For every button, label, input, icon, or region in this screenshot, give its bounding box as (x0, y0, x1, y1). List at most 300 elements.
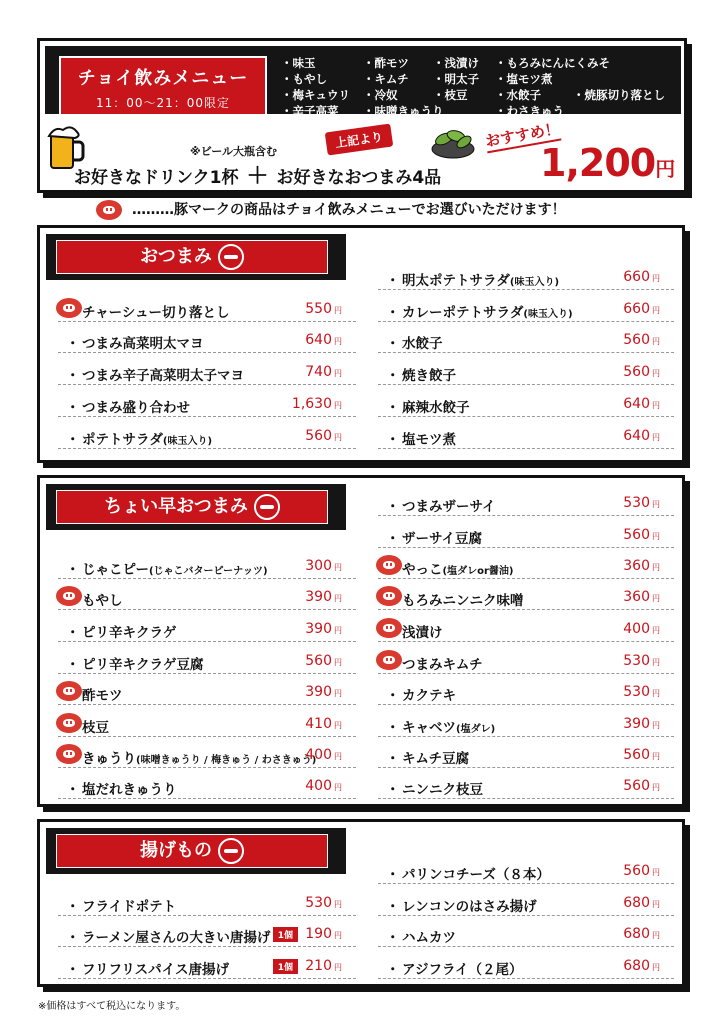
menu-item (58, 681, 356, 705)
item-price (305, 621, 342, 637)
edamame-icon (430, 123, 476, 159)
item-price (305, 653, 342, 669)
item-name (82, 895, 176, 915)
item-price-value: 400 (623, 621, 650, 637)
item-price-value: 390 (623, 716, 650, 732)
item-price (623, 428, 660, 444)
item-price-value: 640 (305, 332, 332, 348)
item-name (402, 716, 495, 736)
item-note: (味玉入り) (509, 277, 560, 288)
item-price-yen: 円 (334, 689, 342, 698)
section-title (56, 490, 328, 524)
per-piece-badge: 1個 (273, 959, 298, 974)
item-note: (味玉入り) (162, 436, 213, 447)
promo-snack-item: ・酢モツ (363, 56, 409, 70)
item-price (305, 332, 342, 348)
promo-snack-item: ・味玉 (281, 56, 316, 70)
item-note: (味玉入り) (523, 309, 573, 320)
item-name (82, 778, 177, 798)
promo-snack-item: ・塩モツ煮 (495, 72, 553, 86)
item-price (623, 527, 660, 543)
item-price (305, 778, 342, 794)
item-price-yen: 円 (652, 783, 660, 792)
menu-item (58, 744, 356, 768)
bullet: ・ (386, 499, 400, 515)
item-price-value: 640 (623, 396, 650, 412)
promo-price (540, 141, 674, 185)
item-price-yen: 円 (652, 401, 660, 410)
item-name (402, 863, 550, 883)
item-name-text: パリンコチーズ（８本） (402, 867, 550, 883)
item-price (305, 301, 342, 317)
promo-header-band (45, 46, 681, 118)
item-price-yen: 円 (652, 274, 660, 283)
item-price-yen: 円 (652, 337, 660, 346)
item-price-yen: 円 (652, 500, 660, 509)
bullet: ・ (66, 899, 80, 915)
item-price-yen: 円 (652, 868, 660, 877)
item-note: (味噌きゅうり / 梅きゅう / わさきゅう) (136, 755, 317, 766)
item-name (82, 558, 268, 578)
item-price-value: 680 (623, 926, 650, 942)
pig-mark-icon (376, 650, 402, 670)
item-name-text: ピリ辛キクラゲ (82, 625, 177, 641)
item-price-value: 660 (623, 301, 650, 317)
promo-snack-item: ・浅漬け (433, 56, 479, 70)
item-price (305, 958, 342, 974)
item-price (305, 926, 342, 942)
section-title (56, 834, 328, 868)
item-name-text: 浅漬け (402, 625, 443, 641)
section-agemono (37, 819, 685, 987)
item-name (402, 495, 496, 515)
item-name (402, 926, 456, 946)
item-price-yen: 円 (334, 626, 342, 635)
item-name-text: ニンニク枝豆 (402, 782, 483, 798)
item-name-text: つまみ盛り合わせ (82, 400, 190, 416)
item-price (623, 269, 660, 285)
promo-title: チョイ飲みメニュー (77, 68, 249, 89)
promo-price-yen: 円 (655, 157, 675, 181)
item-name (82, 958, 229, 978)
item-price (623, 863, 660, 879)
bullet: ・ (386, 962, 400, 978)
item-price (623, 589, 660, 605)
menu-item (378, 555, 674, 579)
bullet: ・ (66, 368, 80, 384)
item-price-value: 410 (305, 716, 332, 732)
item-price-yen: 円 (334, 369, 342, 378)
item-price-value: 360 (623, 589, 650, 605)
item-price (305, 895, 342, 911)
item-price-value: 680 (623, 895, 650, 911)
menu-item (58, 425, 356, 449)
item-name (82, 589, 123, 609)
menu-item (378, 744, 674, 768)
bullet: ・ (386, 899, 400, 915)
item-price-yen: 円 (334, 563, 342, 572)
item-price (623, 684, 660, 700)
item-price (305, 589, 342, 605)
promo-title-box (59, 56, 267, 116)
promo-snack-item: ・水餃子 (495, 88, 541, 102)
item-price (623, 364, 660, 380)
item-price-value: 530 (305, 895, 332, 911)
choi-nomi-promo-panel (37, 38, 687, 193)
item-name-text: ハムカツ (402, 930, 456, 946)
bullet: ・ (386, 305, 400, 321)
item-price-value: 390 (305, 684, 332, 700)
bullet: ・ (386, 751, 400, 767)
bullet: ・ (386, 400, 400, 416)
item-price (305, 364, 342, 380)
menu-item (378, 955, 674, 979)
item-name (402, 527, 482, 547)
item-price-yen: 円 (334, 963, 342, 972)
item-price-value: 390 (305, 589, 332, 605)
item-name (82, 332, 204, 352)
item-price-value: 640 (623, 428, 650, 444)
item-name (82, 364, 244, 384)
item-price-value: 560 (623, 527, 650, 543)
item-name (82, 621, 177, 641)
menu-item (378, 492, 674, 516)
item-name (82, 428, 212, 448)
item-price-value: 560 (623, 332, 650, 348)
item-price-value: 210 (305, 958, 332, 974)
item-price-value: 560 (623, 863, 650, 879)
menu-item (58, 329, 356, 353)
item-price-yen: 円 (652, 658, 660, 667)
promo-price-value: 1,200 (540, 141, 656, 185)
item-name-text: キャベツ (402, 720, 456, 736)
pig-mark-icon (56, 298, 82, 318)
item-price-value: 560 (305, 428, 332, 444)
item-name (402, 778, 483, 798)
menu-item (378, 524, 674, 548)
bullet: ・ (386, 930, 400, 946)
item-name (82, 301, 230, 321)
menu-item (378, 361, 674, 385)
item-name (82, 716, 109, 736)
item-name-text: 塩だれきゅうり (82, 782, 177, 798)
promo-snack-item: ・味噌きゅうり (363, 104, 444, 118)
item-name-text: カクテキ (402, 688, 456, 704)
promo-snack-item: ・もろみにんにくみそ (495, 56, 610, 70)
item-name-text: キムチ豆腐 (402, 751, 470, 767)
item-price-value: 530 (623, 495, 650, 511)
promo-snack-item: ・梅キュウリ (281, 88, 350, 102)
item-name-text: チャーシュー切り落とし (82, 305, 230, 321)
item-price-yen: 円 (652, 689, 660, 698)
bullet: ・ (66, 562, 80, 578)
item-name (402, 269, 559, 289)
recommend-label: おすすめ！ (484, 118, 562, 154)
menu-item (378, 266, 674, 290)
item-price (623, 396, 660, 412)
item-price (623, 301, 660, 317)
bullet: ・ (66, 962, 80, 978)
item-name (82, 926, 270, 946)
item-price-value: 560 (305, 653, 332, 669)
item-name (402, 589, 524, 609)
item-price (305, 684, 342, 700)
item-name (402, 653, 483, 673)
item-price-yen: 円 (652, 626, 660, 635)
menu-item (378, 393, 674, 417)
item-price (623, 332, 660, 348)
section-title-text: ちょい早おつまみ (104, 496, 248, 517)
promo-snack-item: ・キムチ (363, 72, 409, 86)
promo-snack-item: ・もやし (281, 72, 327, 86)
section-otsumami (37, 225, 685, 463)
menu-item (378, 618, 674, 642)
menu-item (58, 955, 356, 979)
pig-mark-icon (376, 618, 402, 638)
item-name (402, 301, 573, 321)
bullet: ・ (386, 720, 400, 736)
section-title-text: 揚げもの (140, 840, 212, 861)
menu-item (378, 860, 674, 884)
item-price (623, 716, 660, 732)
item-name (402, 396, 470, 416)
item-name-text: つまみ辛子高菜明太子マヨ (82, 368, 244, 384)
item-name (402, 747, 469, 767)
promo-note: ※ビール大瓶含む (190, 145, 278, 158)
bullet: ・ (66, 930, 80, 946)
section-header (46, 234, 346, 280)
item-price-yen: 円 (652, 594, 660, 603)
item-price-yen: 円 (334, 658, 342, 667)
bullet: ・ (66, 400, 80, 416)
item-price-value: 560 (623, 778, 650, 794)
menu-item (378, 298, 674, 322)
item-price-value: 190 (305, 926, 332, 942)
item-price-value: 300 (305, 558, 332, 574)
menu-item (378, 681, 674, 705)
item-price (623, 653, 660, 669)
item-price-value: 530 (623, 684, 650, 700)
item-price-value: 660 (623, 269, 650, 285)
item-note: (塩ダレ) (456, 724, 496, 735)
item-price (292, 396, 342, 412)
menu-item (58, 650, 356, 674)
item-name-text: 明太ポテトサラダ (402, 273, 510, 289)
item-name-text: ピリ辛キクラゲ豆腐 (82, 657, 204, 673)
item-name (402, 558, 513, 578)
menu-item (58, 393, 356, 417)
menu-item (378, 329, 674, 353)
item-price-yen: 円 (652, 752, 660, 761)
item-name-text: フライドポテト (82, 899, 177, 915)
tax-note-footer: ※価格はすべて税込になります。 (38, 1001, 186, 1012)
menu-item (378, 713, 674, 737)
item-name-text: カレーポテトサラダ (402, 305, 524, 321)
pig-mark-icon (56, 681, 82, 701)
plus-icon: ＋ (246, 164, 269, 189)
item-price-value: 560 (623, 364, 650, 380)
bullet: ・ (386, 531, 400, 547)
section-choi-hayai-otsumami (37, 475, 685, 807)
section-title (56, 240, 328, 274)
item-name (402, 428, 456, 448)
bowl-icon (218, 244, 244, 270)
item-price-yen: 円 (652, 369, 660, 378)
bullet: ・ (386, 688, 400, 704)
promo-badge: 上記より (325, 124, 394, 156)
item-price (623, 558, 660, 574)
item-note: (じゃこバターピーナッツ) (148, 566, 268, 577)
menu-item (378, 892, 674, 916)
menu-item (58, 892, 356, 916)
menu-item (58, 555, 356, 579)
menu-item (378, 775, 674, 799)
item-name-text: もろみニンニク味噌 (402, 593, 524, 609)
item-name-text: もやし (82, 593, 123, 609)
section-header (46, 828, 346, 874)
item-price-yen: 円 (334, 752, 342, 761)
bullet: ・ (386, 782, 400, 798)
item-price-yen: 円 (652, 931, 660, 940)
item-name-text: 水餃子 (402, 336, 443, 352)
item-price (623, 621, 660, 637)
item-price-yen: 円 (652, 563, 660, 572)
bullet: ・ (386, 368, 400, 384)
item-name-text: 枝豆 (82, 720, 109, 736)
menu-item (58, 775, 356, 799)
promo-snack-item: ・冷奴 (363, 88, 398, 102)
item-name (402, 895, 537, 915)
promo-snack-item: ・辛子高菜 (281, 104, 339, 118)
promo-snack-item: ・わさきゅう (495, 104, 564, 118)
pig-mark-icon (56, 586, 82, 606)
item-name-text: つまみ高菜明太マヨ (82, 336, 204, 352)
item-price-value: 560 (623, 747, 650, 763)
menu-item (58, 923, 356, 947)
promo-snack-item: ・枝豆 (433, 88, 468, 102)
item-name (402, 364, 456, 384)
pig-mark-icon (56, 744, 82, 764)
item-name-text: レンコンのはさみ揚げ (402, 899, 537, 915)
item-name (82, 747, 316, 767)
item-price-yen: 円 (334, 931, 342, 940)
item-price (623, 958, 660, 974)
bullet: ・ (66, 432, 80, 448)
per-piece-badge: 1個 (273, 927, 298, 942)
promo-snack-item: ・焼豚切り落とし (573, 88, 665, 102)
item-price-value: 400 (305, 778, 332, 794)
item-price (305, 716, 342, 732)
item-price-value: 400 (305, 747, 332, 763)
item-price-yen: 円 (334, 721, 342, 730)
item-name-text: じゃこピー (82, 562, 149, 578)
item-note: (塩ダレor醤油) (442, 566, 514, 577)
item-name-text: 麻辣水餃子 (402, 400, 470, 416)
item-price-value: 530 (623, 653, 650, 669)
menu-item (58, 586, 356, 610)
item-name (402, 332, 443, 352)
item-name (82, 653, 204, 673)
item-price (623, 926, 660, 942)
item-name-text: ポテトサラダ (82, 432, 163, 448)
item-price-yen: 円 (652, 532, 660, 541)
item-price (623, 895, 660, 911)
item-name (82, 684, 123, 704)
item-price-yen: 円 (334, 594, 342, 603)
item-name (402, 684, 456, 704)
item-price-yen: 円 (334, 401, 342, 410)
item-name-text: きゅうり (82, 751, 136, 767)
item-price-yen: 円 (652, 306, 660, 315)
item-price-value: 550 (305, 301, 332, 317)
item-price-yen: 円 (652, 963, 660, 972)
pig-mark-notice (96, 199, 566, 220)
item-price-value: 1,630 (291, 396, 332, 412)
menu-item (58, 298, 356, 322)
item-price (623, 778, 660, 794)
menu-item (58, 713, 356, 737)
item-price-yen: 円 (334, 306, 342, 315)
section-header (46, 484, 346, 530)
item-price-value: 680 (623, 958, 650, 974)
pig-notice-text: ………豚マークの商品はチョイ飲みメニューでお選びいただけます！ (132, 202, 566, 218)
item-name-text: フリフリスパイス唐揚げ (82, 962, 230, 978)
bullet: ・ (386, 273, 400, 289)
promo-snack-text: お好きなおつまみ4品 (276, 168, 442, 188)
item-name-text: ラーメン屋さんの大きい唐揚げ (82, 930, 271, 946)
item-price-yen: 円 (334, 783, 342, 792)
pig-mark-icon (56, 713, 82, 733)
item-price (305, 428, 342, 444)
item-name-text: つまみザーサイ (402, 499, 496, 515)
item-name-text: つまみキムチ (402, 657, 483, 673)
bullet: ・ (66, 336, 80, 352)
bullet: ・ (386, 867, 400, 883)
menu-item (378, 425, 674, 449)
item-price (305, 558, 342, 574)
promo-drink-text: お好きなドリンク1杯 (74, 168, 239, 188)
item-name (82, 396, 190, 416)
bullet: ・ (66, 782, 80, 798)
item-name-text: ザーサイ豆腐 (402, 531, 483, 547)
menu-item (378, 650, 674, 674)
bowl-icon (218, 838, 244, 864)
item-name-text: やっこ (402, 562, 443, 578)
promo-offer-line (74, 159, 441, 190)
item-price-yen: 円 (652, 721, 660, 730)
item-price-yen: 円 (334, 433, 342, 442)
item-name (402, 958, 523, 978)
bullet: ・ (386, 432, 400, 448)
item-price-value: 740 (305, 364, 332, 380)
menu-item (378, 586, 674, 610)
section-title-text: おつまみ (140, 246, 212, 267)
item-price-value: 390 (305, 621, 332, 637)
item-name-text: 焼き餃子 (402, 368, 456, 384)
item-price-yen: 円 (334, 337, 342, 346)
bullet: ・ (66, 657, 80, 673)
item-price (305, 747, 342, 763)
item-price (623, 495, 660, 511)
item-name-text: 塩モツ煮 (402, 432, 456, 448)
promo-snack-item: ・明太子 (433, 72, 479, 86)
bowl-icon (254, 494, 280, 520)
item-price-yen: 円 (652, 900, 660, 909)
pig-mark-icon (376, 555, 402, 575)
promo-hours: 11：00～21：00限定 (95, 96, 231, 110)
pig-mark-icon (96, 200, 122, 220)
item-price-value: 360 (623, 558, 650, 574)
